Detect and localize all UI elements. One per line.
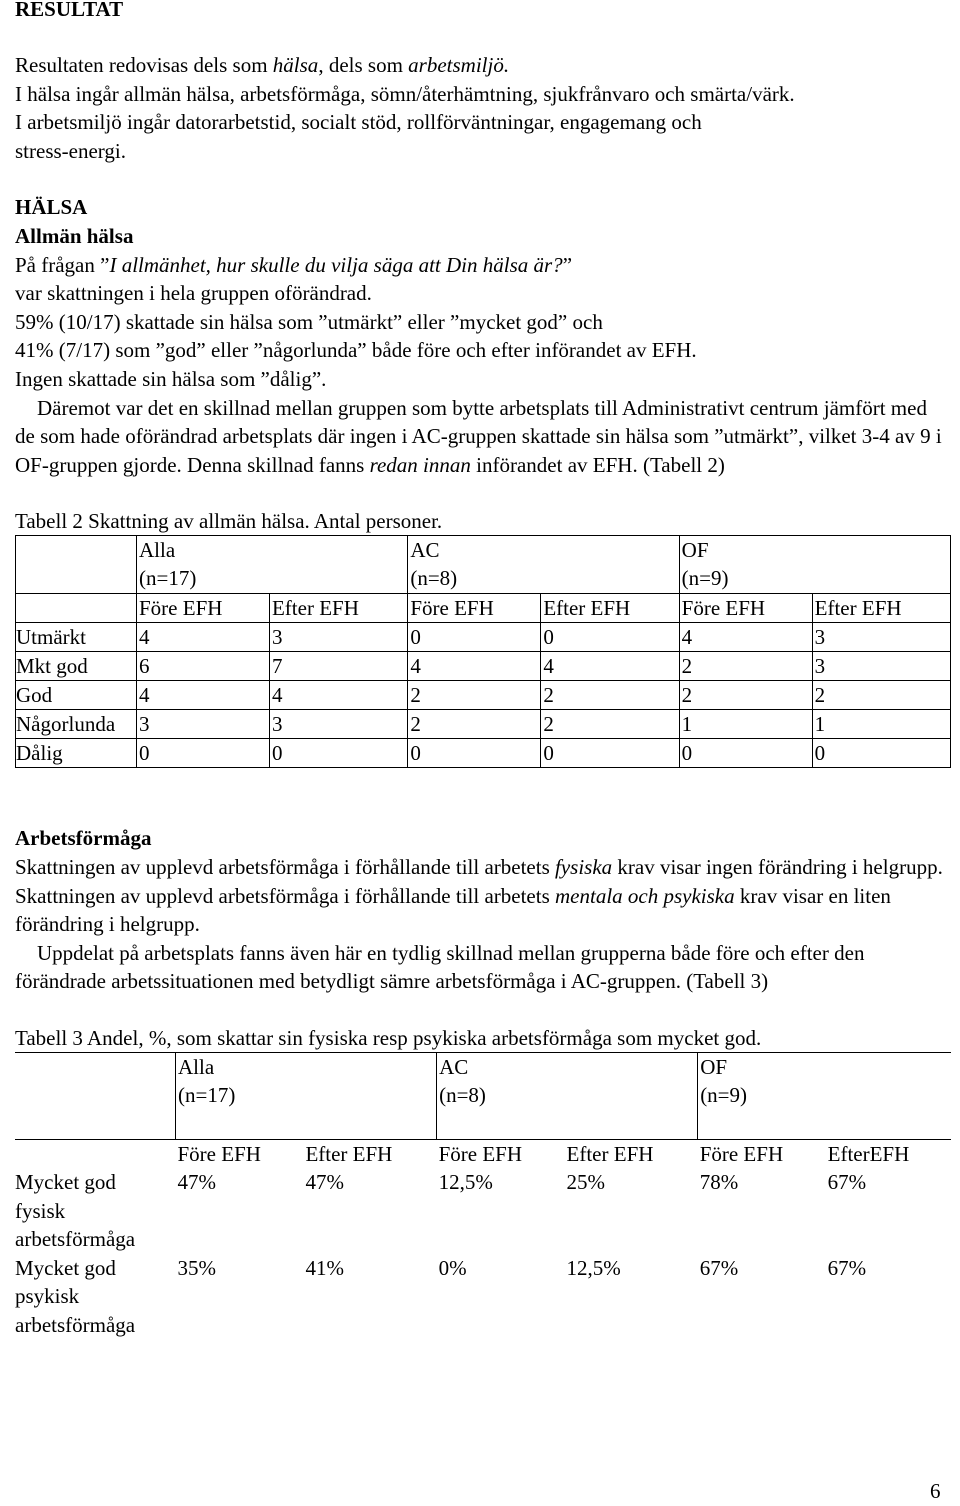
halsa-heading: HÄLSA [15,195,88,220]
table-cell: 3 [812,652,950,681]
intro-line-1: Resultaten redovisas dels som hälsa, dels som arbetsmiljö. [15,53,510,77]
arbetsformaga-heading: Arbetsförmåga [15,826,152,851]
table-cell: 0 [137,739,270,768]
halsa-p4: Ingen skattade sin hälsa som ”dålig”. [15,366,327,391]
table-cell: 4 [137,681,270,710]
section-heading: RESULTAT [15,0,124,21]
table-cell: 78% [699,1170,739,1195]
table-row [15,1168,951,1254]
table-row [16,623,951,652]
table3-subheader-row [15,1139,951,1168]
table2-subheader: Före EFH [137,594,270,623]
table-cell: 2 [408,681,541,710]
table-cell: 67% [827,1255,867,1280]
intro-text [15,51,950,165]
table-row [16,710,951,739]
document-page [15,0,950,1339]
table-cell: 4 [679,623,812,652]
table2-subheader: Före EFH [408,594,541,623]
table-cell: 25% [566,1170,606,1195]
table-cell: 41% [305,1255,344,1280]
halsa-p2: 59% (10/17) skattade sin hälsa som ”utmärkt” eller ”mycket god” och [15,309,603,334]
page-number: 6 [930,1479,941,1503]
table3-subheader: EfterEFH [827,1141,910,1166]
row-label: Mycket god fysisk arbetsförmåga [15,1170,136,1252]
intro-line-2: I hälsa ingår allmän hälsa, arbetsförmåga, sömn/återhämtning, sjukfrånvaro och smärta/värk. [15,81,795,106]
intro-line-4: stress-energi. [15,138,126,163]
table-cell: 1 [679,710,812,739]
table-cell: 67% [827,1170,867,1195]
table2-group-alla: Alla (n=17) [137,536,408,594]
table3-group-ac: AC (n=8) [437,1052,698,1139]
table-cell: 47% [305,1170,344,1195]
table-cell: 0 [269,739,407,768]
table3-group-of: OF (n=9) [698,1052,951,1139]
table-cell: 4 [541,652,679,681]
table2-caption: Tabell 2 Skattning av allmän hälsa. Antal personer. [15,509,443,534]
table2-group-of: OF (n=9) [679,536,950,594]
table-cell: 12,5% [566,1255,621,1280]
table-cell: 4 [269,681,407,710]
table2-corner-cell [16,536,137,594]
table-cell: 0 [408,623,541,652]
table-row [16,739,951,768]
table-cell: 0 [812,739,950,768]
table-cell: 2 [541,710,679,739]
table-cell: 0% [438,1255,467,1280]
table-cell: 2 [679,652,812,681]
table2-subheader-row [16,594,951,623]
table-cell: 47% [177,1170,216,1195]
row-label: Mkt god [16,652,137,681]
table-cell: 67% [699,1255,739,1280]
table-row [16,681,951,710]
halsa-p5: Däremot var det en skillnad mellan gruppen som bytte arbetsplats till Administrativt centrum jämfört med de som hade oförändrad arbetsplats där ingen i AC-gruppen skattade sin hälsa som ”utmärkt”, vilket 3-4 av 9 i OF-gruppen gjorde. Denna skillnad fanns redan innan införandet av EFH. (Tabell 2) [15,395,942,477]
table3-subheader: Före EFH [699,1141,784,1166]
intro-line-3: I arbetsmiljö ingår datorarbetstid, socialt stöd, rollförväntningar, engagemang och [15,110,702,135]
table-cell: 2 [679,681,812,710]
table-3 [15,1052,951,1340]
table-cell: 3 [812,623,950,652]
table-cell: 4 [408,652,541,681]
table-cell: 35% [177,1255,216,1280]
table3-subheader: Före EFH [177,1141,261,1166]
table-cell: 4 [137,623,270,652]
table-cell: 0 [541,623,679,652]
halsa-p3: 41% (7/17) som ”god” eller ”någorlunda” både före och efter införandet av EFH. [15,338,697,363]
table-cell: 6 [137,652,270,681]
table-cell: 0 [679,739,812,768]
halsa-p1: var skattningen i hela gruppen oförändrad. [15,281,372,306]
table-cell: 2 [408,710,541,739]
row-label: Utmärkt [16,623,137,652]
table-cell: 3 [137,710,270,739]
table-cell: 2 [541,681,679,710]
table2-subheader: Före EFH [679,594,812,623]
table2-subheader: Efter EFH [269,594,407,623]
row-label: Någorlunda [16,710,137,739]
halsa-question: På frågan ”I allmänhet, hur skulle du vilja säga att Din hälsa är?” [15,252,573,277]
allman-halsa-subheading: Allmän hälsa [15,223,134,248]
table3-subheader: Efter EFH [305,1141,393,1166]
table-cell: 0 [408,739,541,768]
table3-caption: Tabell 3 Andel, %, som skattar sin fysiska resp psykiska arbetsförmåga som mycket god. [15,1025,762,1050]
table-cell: 0 [541,739,679,768]
arbetsformaga-p1: Skattningen av upplevd arbetsförmåga i förhållande till arbetets fysiska krav visar ingen förändring i helgrupp. [15,854,943,879]
table-cell: 7 [269,652,407,681]
table3-subheader: Före EFH [438,1141,523,1166]
table-row [16,652,951,681]
table3-group-alla: Alla (n=17) [176,1052,437,1139]
table-cell: 2 [812,681,950,710]
table2-subheader: Efter EFH [812,594,950,623]
table-cell: 3 [269,623,407,652]
table3-subheader: Efter EFH [566,1141,654,1166]
table-cell: 3 [269,710,407,739]
arbetsformaga-p3: Uppdelat på arbetsplats fanns även här en tydlig skillnad mellan grupperna både före och efter den förändrade arbetssituationen med betydligt sämre arbetsförmåga i AC-gruppen. (Tabell 3) [15,940,865,994]
table-cell: 12,5% [438,1170,493,1195]
row-label: God [16,681,137,710]
table2-subheader: Efter EFH [541,594,679,623]
table-2 [15,535,951,768]
table3-corner-cell [15,1052,176,1139]
row-label: Dålig [16,739,137,768]
table2-group-ac: AC (n=8) [408,536,679,594]
table-row [15,1254,951,1340]
arbetsformaga-p2: Skattningen av upplevd arbetsförmåga i förhållande till arbetets mentala och psykiska krav visar en liten förändring i helgrupp. [15,883,891,937]
row-label: Mycket god psykisk arbetsförmåga [15,1255,136,1337]
table-cell: 1 [812,710,950,739]
